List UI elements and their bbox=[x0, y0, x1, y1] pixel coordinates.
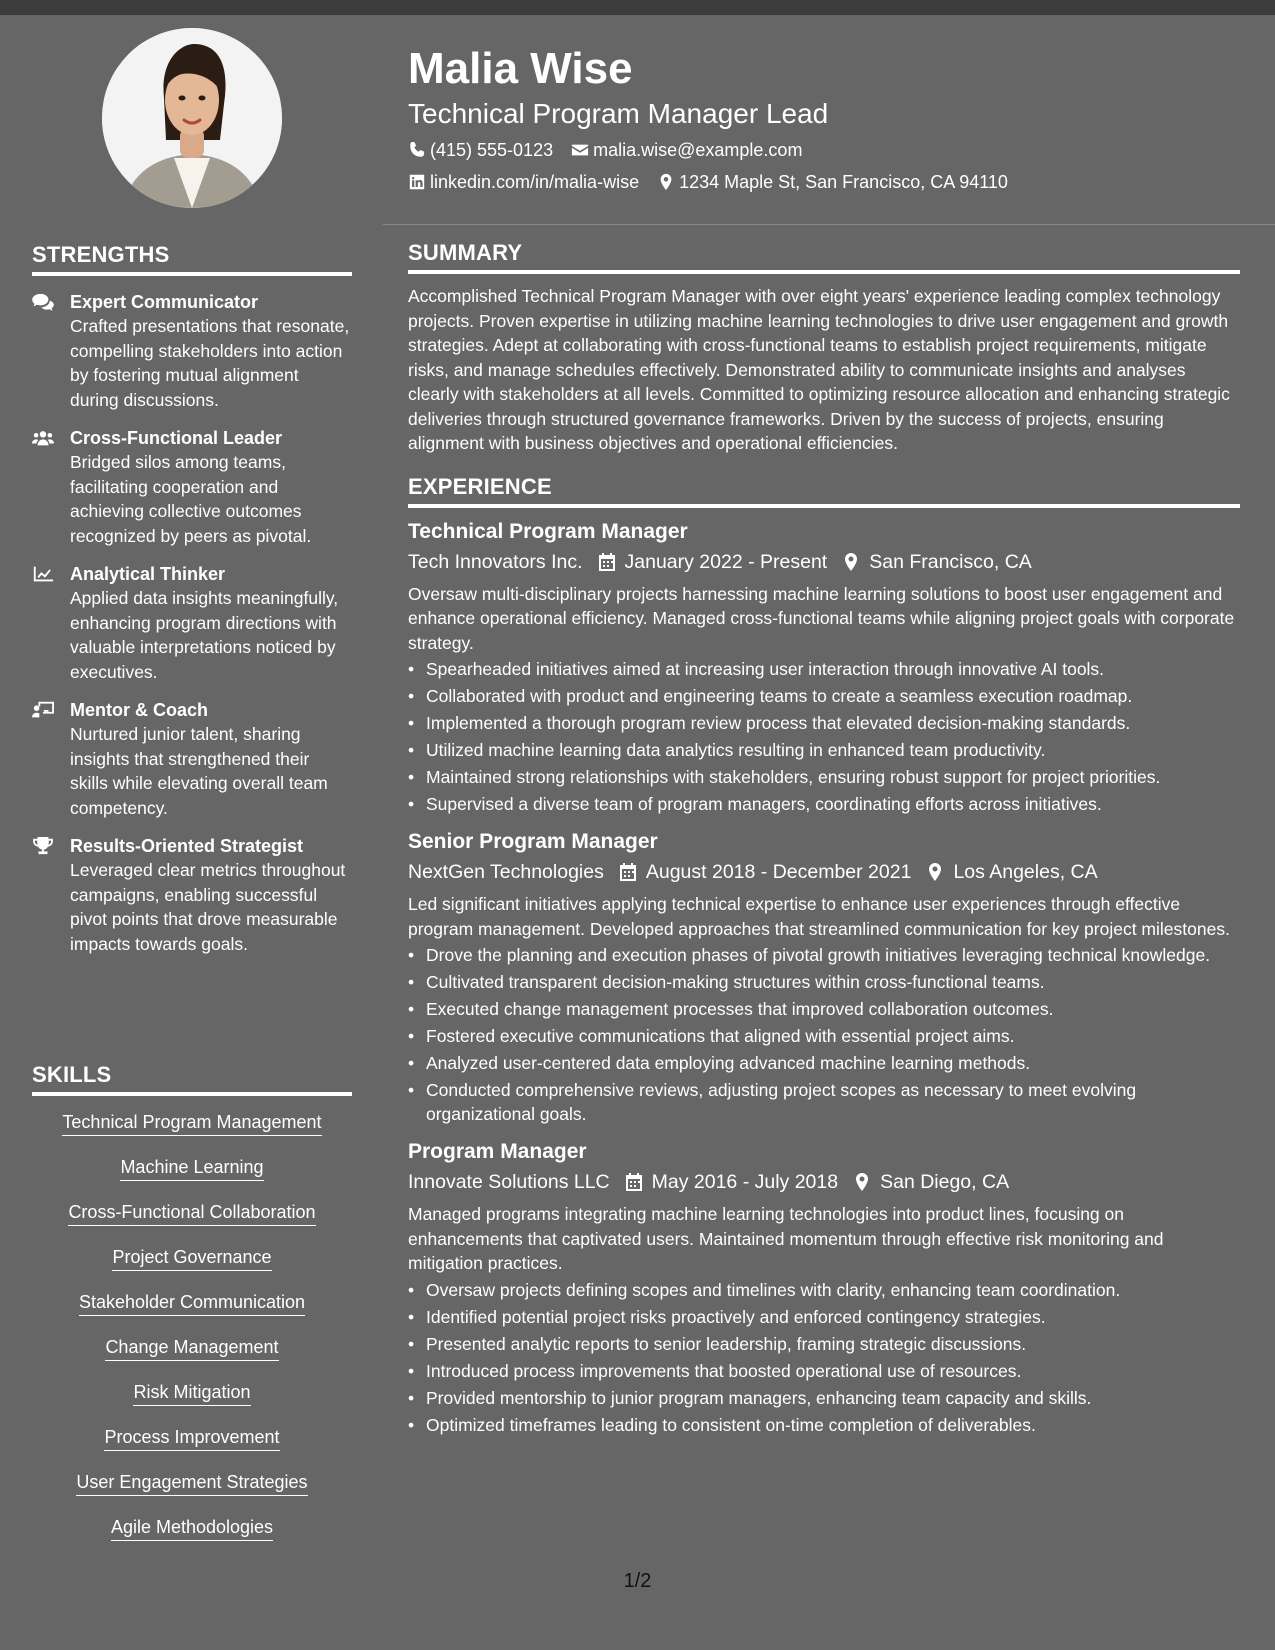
strength-desc: Leveraged clear metrics throughout campaigns, enabling successful pivot points that drove measurable impacts towards goals. bbox=[70, 860, 346, 954]
bullet-item: • Oversaw projects defining scopes and timelines with clarity, enhancing team coordination. bbox=[408, 1278, 1240, 1302]
envelope-icon bbox=[571, 141, 589, 159]
job-bullets bbox=[408, 657, 1240, 816]
bullet-item: • Executed change management processes that improved collaboration outcomes. bbox=[408, 997, 1240, 1021]
strength-title: Results-Oriented Strategist bbox=[70, 836, 304, 856]
calendar-icon bbox=[597, 552, 617, 572]
users-icon bbox=[32, 426, 70, 548]
strengths-section bbox=[32, 242, 352, 970]
strength-title: Expert Communicator bbox=[70, 292, 259, 312]
bullet-item: • Implemented a thorough program review process that elevated decision-making standards. bbox=[408, 711, 1240, 735]
skill-item: User Engagement Strategies bbox=[76, 1470, 307, 1496]
strength-item bbox=[32, 698, 352, 820]
email-text: malia.wise@example.com bbox=[593, 140, 803, 160]
candidate-title: Technical Program Manager Lead bbox=[408, 98, 829, 129]
job-meta bbox=[408, 856, 1240, 888]
strength-item bbox=[32, 290, 352, 412]
candidate-name: Malia Wise bbox=[408, 44, 633, 93]
phone-icon bbox=[408, 141, 426, 159]
skill-item: Stakeholder Communication bbox=[79, 1290, 305, 1316]
skill-item: Machine Learning bbox=[120, 1155, 263, 1181]
map-marker-icon bbox=[841, 552, 861, 572]
job-dates: August 2018 - December 2021 bbox=[645, 861, 912, 883]
job-bullets bbox=[408, 943, 1240, 1126]
linkedin-icon bbox=[408, 173, 426, 191]
job-description: Led significant initiatives applying technical expertise to enhance user experiences through effective program management. Developed approaches that streamlined communication for key project milestones. bbox=[408, 894, 1230, 939]
strength-desc: Bridged silos among teams, facilitating cooperation and achieving collective outcomes recognized by peers as pivotal. bbox=[70, 452, 312, 546]
bullet-item: • Fostered executive communications that aligned with essential project aims. bbox=[408, 1024, 1240, 1048]
job-location: Los Angeles, CA bbox=[953, 861, 1098, 883]
job-entry bbox=[408, 1138, 1240, 1437]
skills-list bbox=[32, 1110, 352, 1560]
bullet-item: • Supervised a diverse team of program managers, coordinating efforts across initiatives. bbox=[408, 792, 1240, 816]
map-marker-icon bbox=[852, 1172, 872, 1192]
chart-line-icon bbox=[32, 562, 70, 684]
strength-desc: Crafted presentations that resonate, compelling stakeholders into action by fostering mutual alignment during discussions. bbox=[70, 316, 350, 410]
map-marker-icon bbox=[657, 173, 675, 191]
bullet-item: • Collaborated with product and engineering teams to create a seamless execution roadmap. bbox=[408, 684, 1240, 708]
job-title: Senior Program Manager bbox=[408, 830, 658, 853]
chalkboard-teacher-icon bbox=[32, 698, 70, 820]
skill-item: Project Governance bbox=[112, 1245, 271, 1271]
address-contact bbox=[657, 166, 1008, 198]
summary-section bbox=[408, 240, 1240, 456]
job-title: Technical Program Manager bbox=[408, 519, 688, 543]
resume-header bbox=[408, 40, 1248, 198]
strength-title: Analytical Thinker bbox=[70, 564, 226, 584]
bullet-item: • Spearheaded initiatives aimed at increasing user interaction through innovative AI tools. bbox=[408, 657, 1240, 681]
map-marker-icon bbox=[925, 862, 945, 882]
job-company: NextGen Technologies bbox=[408, 861, 604, 883]
header-divider bbox=[383, 224, 1275, 225]
bullet-item: • Analyzed user-centered data employing advanced machine learning methods. bbox=[408, 1051, 1240, 1075]
bullet-item: • Provided mentorship to junior program managers, enhancing team capacity and skills. bbox=[408, 1386, 1240, 1410]
phone-contact[interactable] bbox=[408, 134, 553, 166]
calendar-icon bbox=[624, 1172, 644, 1192]
bullet-item: • Introduced process improvements that boosted operational use of resources. bbox=[408, 1359, 1240, 1383]
comments-icon bbox=[32, 290, 70, 412]
experience-heading: EXPERIENCE bbox=[408, 474, 1240, 508]
job-entry bbox=[408, 828, 1240, 1126]
job-description: Managed programs integrating machine learning technologies into product lines, focusing on enhancements that captivated users. Maintained momentum through effective risk monitoring and mitigation practices. bbox=[408, 1204, 1164, 1273]
trophy-icon bbox=[32, 834, 70, 956]
strength-desc: Nurtured junior talent, sharing insights that strengthened their skills while elevating overall team competency. bbox=[70, 724, 328, 818]
strengths-list bbox=[32, 290, 352, 956]
page-number: 1/2 bbox=[623, 1570, 652, 1592]
job-title: Program Manager bbox=[408, 1140, 587, 1163]
job-meta bbox=[408, 546, 1240, 578]
bullet-item: • Maintained strong relationships with stakeholders, ensuring robust support for project priorities. bbox=[408, 765, 1240, 789]
strength-title: Mentor & Coach bbox=[70, 700, 209, 720]
job-dates: January 2022 - Present bbox=[624, 550, 828, 573]
bullet-item: • Drove the planning and execution phases of pivotal growth initiatives leveraging technical knowledge. bbox=[408, 943, 1240, 967]
job-bullets bbox=[408, 1278, 1240, 1437]
profile-photo-illustration bbox=[102, 28, 282, 208]
skills-section bbox=[32, 1062, 352, 1560]
summary-text: Accomplished Technical Program Manager with over eight years' experience leading complex technology projects. Proven expertise in utilizing machine learning technologies to drive user engagement and growth strategies. Adept at collaborating with cross-functional teams to establish project requirements, mitigate risks, and manage schedules effectively. Demonstrated ability to communicate insights and analyses clearly with stakeholders at all levels. Committed to optimizing resource allocation and enhancing strategic deliveries through structured governance frameworks. Driven by the success of projects, ensuring alignment with business objectives and operational efficiencies. bbox=[408, 286, 1230, 453]
right-column bbox=[408, 240, 1240, 1440]
skill-item: Process Improvement bbox=[104, 1425, 279, 1451]
strength-item bbox=[32, 426, 352, 548]
bullet-item: • Utilized machine learning data analytics resulting in enhanced team productivity. bbox=[408, 738, 1240, 762]
strength-item bbox=[32, 562, 352, 684]
skill-item: Change Management bbox=[105, 1335, 278, 1361]
job-description: Oversaw multi-disciplinary projects harnessing machine learning solutions to boost user engagement and enhance operational efficiency. Managed cross-functional teams while aligning project goals with corporate strategy. bbox=[408, 583, 1235, 653]
bullet-item: • Cultivated transparent decision-making structures within cross-functional teams. bbox=[408, 970, 1240, 994]
job-company: Innovate Solutions LLC bbox=[408, 1171, 610, 1193]
profile-photo bbox=[102, 28, 282, 208]
job-location: San Diego, CA bbox=[880, 1171, 1010, 1193]
email-contact[interactable] bbox=[571, 134, 802, 166]
skill-item: Technical Program Management bbox=[62, 1110, 321, 1136]
linkedin-contact[interactable] bbox=[408, 166, 639, 198]
experience-section bbox=[408, 474, 1240, 1437]
contact-info bbox=[408, 134, 1248, 198]
bullet-item: • Identified potential project risks proactively and enforced contingency strategies. bbox=[408, 1305, 1240, 1329]
skill-item: Risk Mitigation bbox=[133, 1380, 250, 1406]
bullet-item: • Conducted comprehensive reviews, adjusting project scopes as necessary to meet evolving organizational goals. bbox=[408, 1078, 1240, 1126]
summary-heading: SUMMARY bbox=[408, 240, 1240, 274]
skill-item: Agile Methodologies bbox=[111, 1515, 273, 1541]
skills-heading: SKILLS bbox=[32, 1062, 352, 1096]
strength-title: Cross-Functional Leader bbox=[70, 428, 283, 448]
job-company: Tech Innovators Inc. bbox=[408, 550, 583, 573]
bullet-item: • Optimized timeframes leading to consistent on-time completion of deliverables. bbox=[408, 1413, 1240, 1437]
strength-item bbox=[32, 834, 352, 956]
job-dates: May 2016 - July 2018 bbox=[651, 1171, 839, 1193]
bullet-item: • Presented analytic reports to senior leadership, framing strategic discussions. bbox=[408, 1332, 1240, 1356]
job-location: San Francisco, CA bbox=[869, 550, 1032, 573]
phone-text: (415) 555-0123 bbox=[430, 140, 554, 160]
skill-item: Cross-Functional Collaboration bbox=[68, 1200, 315, 1226]
strength-desc: Applied data insights meaningfully, enhancing program directions with valuable interpretations noticed by executives. bbox=[70, 588, 339, 682]
address-text: 1234 Maple St, San Francisco, CA 94110 bbox=[679, 172, 1008, 192]
job-entry bbox=[408, 518, 1240, 817]
calendar-icon bbox=[618, 862, 638, 882]
job-meta bbox=[408, 1166, 1240, 1198]
top-bar bbox=[0, 0, 1275, 15]
strengths-heading: STRENGTHS bbox=[32, 242, 352, 276]
linkedin-text: linkedin.com/in/malia-wise bbox=[430, 172, 640, 192]
